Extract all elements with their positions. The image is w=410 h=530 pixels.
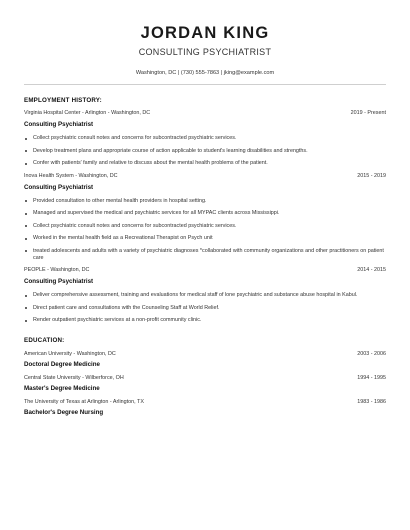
bullet-item: Direct patient care and consultations with the Counseling Staff at World Relief. [24,305,386,312]
bullet-item: Deliver comprehensive assessment, training and evaluations for medical staff of lone psychiatric and substance abuse hospital in Kabul. [24,292,386,299]
education-header-row [24,375,386,382]
bullet-item: Collect psychiatric consult notes and concerns for subcontracted psychiatric services. [24,223,386,230]
job-role: Consulting Psychiatrist [24,278,94,285]
job-entry [24,173,386,262]
job-header-row [24,267,386,274]
header-divider [24,84,386,85]
education-dates: 1983 - 1986 [357,399,386,405]
bullet-item: Develop treatment plans and appropriate course of action applicable to student's learning disabilities and strengths. [24,148,386,155]
education-dates: 1994 - 1995 [357,375,386,381]
education-heading: EDUCATION: [24,337,65,344]
education-school: Central State University - Wilberforce, OH [24,375,124,381]
education-entry [24,351,386,369]
bullet-item: Worked in the mental health field as a Recreational Therapist on Psych unit [24,235,386,242]
contact-line: Washington, DC | (730) 555-7863 | jking@example.com [135,70,275,76]
job-header-row [24,110,386,117]
job-dates: 2015 - 2019 [357,172,386,179]
job-organization: PEOPLE - Washington, DC [24,267,90,273]
employment-heading: EMPLOYMENT HISTORY: [24,97,102,104]
education-dates: 2003 - 2006 [357,351,386,357]
education-school: American University - Washington, DC [24,351,116,357]
job-organization: Inova Health System - Washington, DC [24,172,118,179]
job-bullets [24,292,386,324]
job-header-row [24,173,386,180]
job-entry [24,267,386,324]
education-header-row [24,351,386,358]
education-degree: Master's Degree Medicine [24,385,100,392]
resume-header [24,0,386,85]
bullet-item: Managed and supervised the medical and psychiatric services for all MYPAC clients across Mississippi. [24,210,386,217]
education-school: The University of Texas at Arlington - Arlington, TX [24,399,144,405]
job-entry [24,110,386,167]
bullet-item: Confer with patients' family and relative to discuss about the mental health problems of the patient. [24,160,386,167]
job-role: Consulting Psychiatrist [24,183,94,191]
job-dates: 2019 - Present [350,110,386,116]
job-role: Consulting Psychiatrist [24,121,94,128]
job-bullets [24,198,386,262]
candidate-name: JORDAN KING [140,24,270,42]
bullet-item: treated adolescents and adults with a variety of psychiatric diagnoses *collaborated with community organizations and other practitioners on patient care [24,248,386,262]
bullet-item: Render outpatient psychiatric services at a non-profit community clinic. [24,317,386,324]
job-dates: 2014 - 2015 [357,267,386,273]
job-bullets [24,135,386,167]
bullet-item: Provided consultation to other mental health providers in hospital setting. [24,198,386,205]
education-entry [24,399,386,417]
education-header-row [24,399,386,406]
education-degree: Doctoral Degree Medicine [24,361,100,368]
education-degree: Bachelor's Degree Nursing [24,409,104,416]
education-entry [24,375,386,393]
candidate-title: CONSULTING PSYCHIATRIST [138,47,272,57]
job-organization: Virginia Hospital Center - Arlington - Washington, DC [24,110,151,116]
bullet-item: Collect psychiatric consult notes and concerns for subcontracted psychiatric services. [24,135,386,142]
